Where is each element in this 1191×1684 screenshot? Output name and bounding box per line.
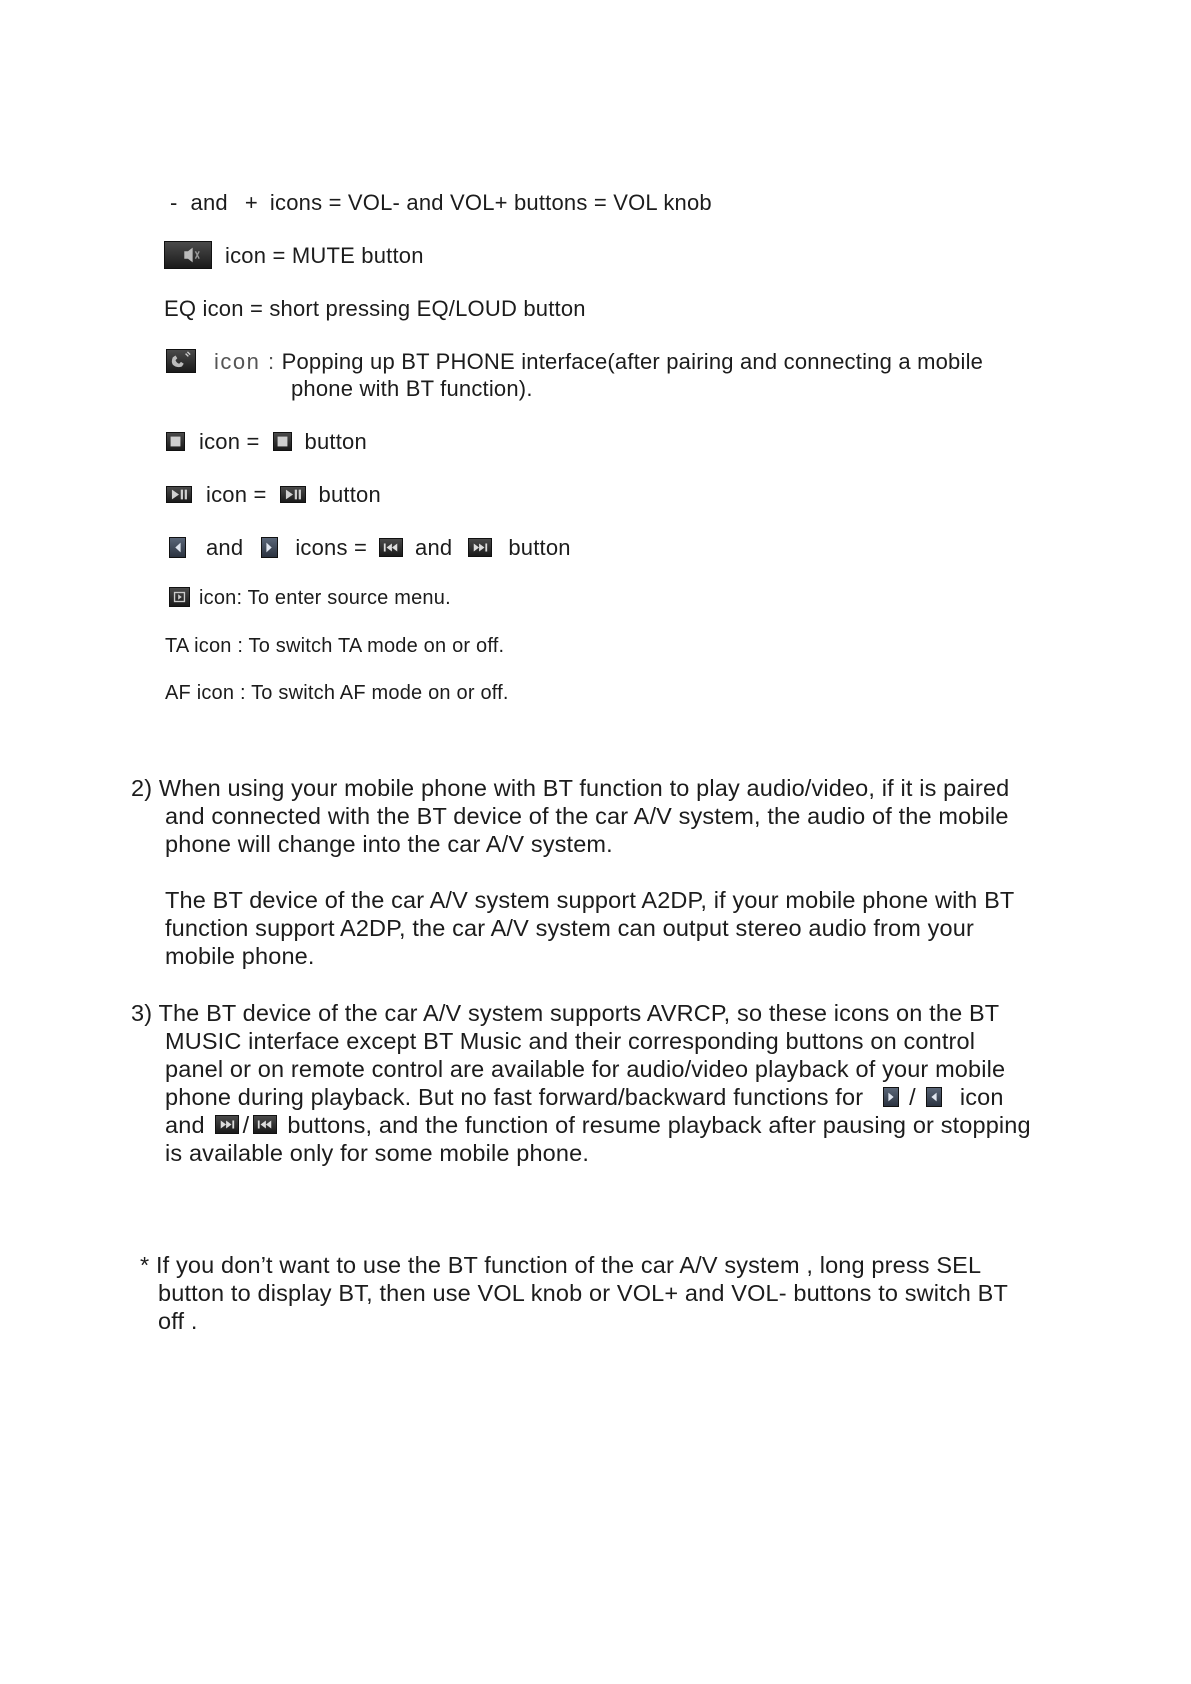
phone-legend-cont [291,375,533,403]
next-icon [261,537,278,558]
section3-line4-text: phone during playback. But no fast forward/backward functions for [165,1084,864,1110]
section3-line4 [165,1083,1004,1111]
section2-p2-line2: function support A2DP, the car A/V system can output stereo audio from your [165,915,974,941]
play-pause-icon [166,486,192,503]
play-pause-button-icon [280,486,306,503]
play-pause-legend-eq: icon = [206,482,267,507]
ta-legend [165,632,504,660]
stop-legend-button: button [304,429,367,454]
ta-legend-text: TA icon : To switch TA mode on or off. [165,635,505,657]
af-legend [165,679,509,707]
phone-legend [166,348,983,376]
section3-line1: 3) The BT device of the car A/V system supports AVRCP, so these icons on the BT [131,1000,1000,1026]
mute-legend [164,242,424,271]
prev-icon-inline [926,1087,942,1107]
mute-icon [164,241,212,269]
section2-line1: 2) When using your mobile phone with BT function to play audio/video, if it is paired [131,775,1010,801]
note-line2: button to display BT, then use VOL knob or VOL+ and VOL- buttons to switch BT [158,1280,1008,1306]
vol-legend-text: icons = VOL- and VOL+ buttons = VOL knob [269,190,712,215]
source-legend [169,584,451,612]
af-legend-text: AF icon : To switch AF mode on or off. [165,682,509,704]
prev-icon [169,537,186,558]
next-icon-inline [883,1087,899,1107]
section2-line2: and connected with the BT device of the car A/V system, the audio of the mobile [165,803,1009,829]
stop-button-icon [273,432,292,451]
eq-legend [164,295,586,323]
mute-legend-text: icon = MUTE button [225,243,424,268]
vol-and-text: and [190,190,228,215]
section2-p2-line1: The BT device of the car A/V system support A2DP, if your mobile phone with BT [165,887,1015,913]
section3-line5-and: and [165,1112,205,1138]
section3-line5-text: buttons, and the function of resume playback after pausing or stopping [287,1112,1031,1138]
skip-legend [169,534,571,562]
vol-minus-icon: - [170,190,178,215]
play-pause-legend-button: button [318,482,381,507]
section3-line5 [165,1111,1031,1139]
eq-legend-text: EQ icon = short pressing EQ/LOUD button [164,296,586,321]
source-legend-text: icon: To enter source menu. [199,587,451,609]
section2-line3: phone will change into the car A/V system. [165,831,613,857]
skip-legend-and2: and [415,535,453,560]
vol-legend [170,189,712,217]
skip-back-icon [379,538,403,557]
section3-line6: is available only for some mobile phone. [165,1140,590,1166]
stop-legend-eq: icon = [199,429,260,454]
note-line1: * If you don’t want to use the BT function of the car A/V system , long press SEL [140,1252,982,1278]
phone-icon [166,349,196,373]
section3-line4-icon-word: icon [959,1084,1004,1110]
section3-line4-sep: / [909,1084,916,1110]
skip-legend-button: button [508,535,571,560]
vol-plus-icon: + [244,190,258,215]
section3-line2: MUSIC interface except BT Music and their corresponding buttons on control [165,1028,976,1054]
section3-line3: panel or on remote control are available for audio/video playback of your mobile [165,1056,1006,1082]
stop-icon [166,432,185,451]
phone-legend-line2: phone with BT function). [291,376,533,401]
stop-legend [166,428,367,456]
skip-back-icon-inline [253,1115,277,1134]
note-line3: off . [158,1308,198,1334]
skip-legend-eq: icons = [295,535,368,560]
skip-forward-icon [468,538,492,557]
phone-legend-line1: Popping up BT PHONE interface(after pairing and connecting a mobile [281,349,984,374]
skip-forward-icon-inline [215,1115,239,1134]
phone-icon-label: icon : [214,349,276,374]
section3-line5-sep: / [242,1112,250,1138]
skip-legend-and1: and [206,535,244,560]
source-icon [169,587,190,607]
section2-p2-line3: mobile phone. [165,943,315,969]
play-pause-legend [166,481,381,509]
